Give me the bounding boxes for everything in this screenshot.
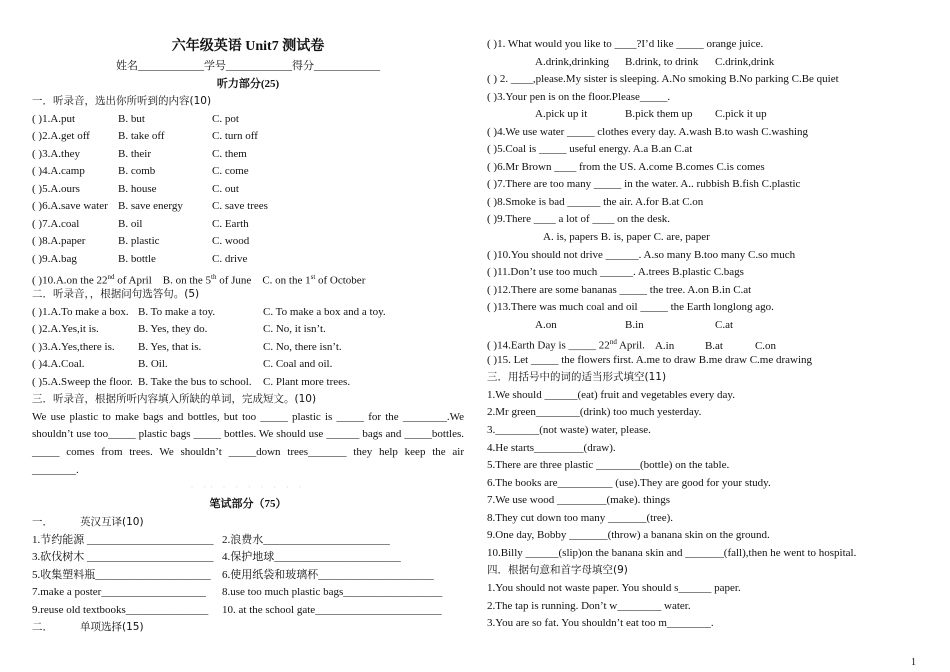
listen1-item-3 xyxy=(32,146,464,164)
listen3-passage: We use plastic to make bags and bottles, but too _____ plastic is _____ for the ________.We shouldn’t use too_____ plastic bags _____ bottles. We should use ______ bags and _____bottles. _____ comes from trees. We shouldn’t _____down trees_______ they help keep the air ________. xyxy=(32,410,464,476)
item10-c-tail: of October xyxy=(315,274,366,287)
fill-list xyxy=(487,387,927,562)
listen1-item-3-c: C. them xyxy=(212,147,247,160)
listen3-heading: 三．听录音，根据所听内容填入所缺的单词，完成短文。(10) xyxy=(32,393,317,406)
listen1-heading: 一．听录音，选出你所听到的内容(10) xyxy=(32,95,212,108)
choice-line-1: ( )1. What would you like to ____?I’d like _____ orange juice. xyxy=(487,38,764,50)
listen1-item-5-a: ( )5.A.ours xyxy=(32,182,80,195)
listen2-heading: 二．听录音，，根据问句选答句。(5) xyxy=(32,288,200,301)
choice-heading xyxy=(32,619,464,637)
initials-item-3: 3.You are so fat. You shouldn’t eat too m________. xyxy=(487,617,714,630)
initials-item-1: 1.You should not waste paper. You should s______ paper. xyxy=(487,581,741,594)
listen1-item-2-c: C. turn off xyxy=(212,130,258,143)
choice-line-5-b: B.pick them up xyxy=(625,108,693,121)
listen1-item-1-a: ( )1.A.put xyxy=(32,112,76,125)
choice-heading-text: 单项选择(15) xyxy=(80,621,144,634)
listen1-item-7-c: C. Earth xyxy=(212,217,249,230)
fill-item-1: 1.We should ______(eat) fruit and vegetables every day. xyxy=(487,388,735,401)
page-title: 六年级英语 Unit7 测试卷 xyxy=(171,39,325,54)
fill-heading: 三．用括号中的词的适当形式填空(11) xyxy=(487,371,667,384)
listen1-item-1 xyxy=(32,111,464,129)
translate-item: 3.砍伐树木 _______________________ xyxy=(32,551,214,564)
listen1-item-8-c: C. wood xyxy=(212,235,250,248)
choice-line-6: ( )4.We use water _____ clothes every day. A.wash B.to wash C.washing xyxy=(487,125,808,138)
listen1-item-8 xyxy=(32,233,464,251)
listen2-item-2-b: B. Yes, they do. xyxy=(138,323,208,336)
choice-line-2 xyxy=(487,54,927,72)
choice-line-3: ( ) 2. ____,please.My sister is sleeping. A.No smoking B.No parking C.Be quiet xyxy=(487,73,839,86)
listen2-item-4-b: B. Oil. xyxy=(138,358,168,371)
listen1-item-8-b: B. plastic xyxy=(118,235,160,248)
choice-heading-num: 二． xyxy=(32,621,53,634)
fill-item-3: 3.________(not waste) water, please. xyxy=(487,424,651,437)
listen1-item-9-b: B. bottle xyxy=(118,253,156,266)
choice-line-5-a: A.pick up it xyxy=(535,108,588,121)
translate-item: 4.保护地球_______________________ xyxy=(222,551,401,564)
listen1-item-3-b: B. their xyxy=(118,147,151,160)
listen1-item-7-a: ( )7.A.coal xyxy=(32,217,80,230)
choice-line-11: ( )9.There ____ a lot of ____ on the desk. xyxy=(487,213,670,226)
listen2-item-2 xyxy=(32,321,464,339)
translate-item: 5.收集塑料瓶_____________________ xyxy=(32,568,211,581)
choice-line-2-a: A.drink,drinking xyxy=(535,55,609,68)
translate-list xyxy=(32,532,464,620)
listen1-item-10 xyxy=(32,269,464,287)
choice-line-5-c: C.pick it up xyxy=(715,108,767,121)
choice-line-4: ( )3.Your pen is on the floor.Please_____. xyxy=(487,90,671,103)
listen1-item-1-b: B. but xyxy=(118,112,145,125)
translate-row-2 xyxy=(32,549,464,567)
listen1-item-4 xyxy=(32,163,464,181)
choice-line-16: ( )13.There was much coal and oil _____ the Earth longlong ago. xyxy=(487,301,774,314)
initials-heading: 四．根据句意和首字母填空(9) xyxy=(487,564,628,577)
listen1-item-2-b: B. take off xyxy=(118,130,165,143)
choice-line-2-b: B.drink, to drink xyxy=(625,55,699,68)
fill-item-7: 7.We use wood _________(make). things xyxy=(487,494,671,507)
item14-c: C.on xyxy=(754,339,777,352)
listen1-item-4-c: C. come xyxy=(212,165,249,178)
listen2-item-4-a: ( )4.A.Coal. xyxy=(32,358,85,371)
initials-list xyxy=(487,580,927,633)
translate-item: 2.浪费水_______________________ xyxy=(222,533,390,546)
listen2-list xyxy=(32,304,464,392)
listen2-item-2-a: ( )2.A.Yes,it is. xyxy=(32,323,99,336)
choice-line-17 xyxy=(487,317,927,335)
choice-line-19: ( )15. Let _____ the flowers first. A.me to draw B.me draw C.me drawing xyxy=(487,353,813,366)
listen1-item-6-c: C. save trees xyxy=(212,200,268,213)
listen1-item-1-c: C. pot xyxy=(212,112,239,125)
translate-row-1 xyxy=(32,532,464,550)
item14-b: B.at xyxy=(704,339,723,352)
translate-item: 6.使用纸袋和玻璃杯_____________________ xyxy=(222,568,434,581)
item10-c: C. on the 1 xyxy=(262,274,311,287)
listen1-item-4-b: B. comb xyxy=(118,165,156,178)
choice-line-17-b: B.in xyxy=(625,318,644,331)
item10-b-tail: of June xyxy=(216,274,252,287)
item14-sup: nd xyxy=(609,338,617,347)
choice-line-15: ( )12.There are some bananas _____ the tree. A.on B.in C.at xyxy=(487,283,752,296)
fill-item-5: 5.There are three plastic ________(bottle) on the table. xyxy=(487,459,730,472)
listen1-item-2-a: ( )2.A.get off xyxy=(32,130,90,143)
listen2-item-3-a: ( )3.A.Yes,there is. xyxy=(32,340,115,353)
listen2-item-5-a: ( )5.A.Sweep the floor. xyxy=(32,375,133,388)
listen1-item-9 xyxy=(32,251,464,269)
page-number: 1 xyxy=(911,657,916,668)
listening-header: 听力部分(25) xyxy=(216,77,280,90)
listen1-item-9-c: C. drive xyxy=(212,253,248,266)
left-column xyxy=(32,36,464,637)
listen2-item-3-c: C. No, there isn’t. xyxy=(263,340,342,353)
listen1-list xyxy=(32,111,464,269)
listen2-item-2-c: C. No, it isn’t. xyxy=(263,323,326,336)
translate-item: 1.节约能源 _______________________ xyxy=(32,533,214,546)
item10-c-sup: st xyxy=(310,272,316,281)
choice-line-17-a: A.on xyxy=(535,318,557,331)
listen1-item-9-a: ( )9.A.bag xyxy=(32,253,77,266)
listen2-item-4 xyxy=(32,356,464,374)
translate-row-4 xyxy=(32,584,464,602)
item10-b-sup: th xyxy=(211,272,217,281)
translate-item: 9.reuse old textbooks_______________ xyxy=(32,603,209,616)
fill-item-2: 2.Mr green________(drink) too much yesterday. xyxy=(487,406,702,419)
choice-line-5 xyxy=(487,106,927,124)
initials-item-2: 2.The tap is running. Don’t w________ water. xyxy=(487,599,691,612)
faint-dots: · ·· · · · · · · · xyxy=(190,482,306,492)
fill-item-6: 6.The books are__________ (use).They are good for your study. xyxy=(487,476,771,489)
listen2-item-5 xyxy=(32,374,464,392)
fill-item-9: 9.One day, Bobby _______(throw) a banana skin on the ground. xyxy=(487,529,770,542)
translate-heading xyxy=(32,514,464,532)
listen1-item-2 xyxy=(32,128,464,146)
item14-a: A.in xyxy=(654,339,675,352)
fill-item-8: 8.They cut down too many _______(tree). xyxy=(487,511,674,524)
written-header: 笔试部分（75） xyxy=(209,498,287,511)
item14-post: April. xyxy=(616,339,645,352)
item10-a: ( )10.A.on the 22 xyxy=(32,274,108,287)
fill-item-4: 4.He starts_________(draw). xyxy=(487,441,616,454)
fill-item-10: 10.Billy ______(slip)on the banana skin and _______(fall),then he went to hospital. xyxy=(487,546,857,559)
choice-line-13: ( )10.You should not drive ______. A.so many B.too many C.so much xyxy=(487,248,796,261)
choice-item-14 xyxy=(487,334,927,352)
choice-line-7: ( )5.Coal is _____ useful energy. A.a B.an C.at xyxy=(487,143,693,156)
item10-a-sup: nd xyxy=(107,272,115,281)
listen2-item-4-c: C. Coal and oil. xyxy=(263,358,333,371)
choice-line-8: ( )6.Mr Brown ____ from the US. A.come B.comes C.is comes xyxy=(487,160,765,173)
listen1-item-7-b: B. oil xyxy=(118,217,143,230)
item10-a-tail: of April xyxy=(114,274,152,287)
listen1-item-4-a: ( )4.A.camp xyxy=(32,165,85,178)
translate-heading-text: 英汉互译(10) xyxy=(80,516,144,529)
right-column xyxy=(487,36,927,633)
listen1-item-7 xyxy=(32,216,464,234)
listen1-item-5 xyxy=(32,181,464,199)
listen2-item-1-b: B. To make a toy. xyxy=(138,305,216,318)
choice-line-12: A. is, papers B. is, paper C. are, paper xyxy=(543,231,710,244)
item10-b: B. on the 5 xyxy=(162,274,212,287)
listen1-item-5-c: C. out xyxy=(212,182,239,195)
translate-item: 8.use too much plastic bags__________________ xyxy=(222,586,443,599)
choice-line-17-c: C.at xyxy=(715,318,734,331)
translate-item: 7.make a poster___________________ xyxy=(32,586,206,599)
listen2-item-5-b: B. Take the bus to school. xyxy=(138,375,252,388)
translate-row-5 xyxy=(32,602,464,620)
listen2-item-1-c: C. To make a box and a toy. xyxy=(263,305,386,318)
choice-line-10: ( )8.Smoke is bad ______ the air. A.for B.at C.on xyxy=(487,195,704,208)
listen2-item-5-c: C. Plant more trees. xyxy=(263,375,351,388)
listen2-item-3 xyxy=(32,339,464,357)
choice-list xyxy=(487,36,927,369)
item14-pre: ( )14.Earth Day is _____ 22 xyxy=(487,339,610,352)
listen1-item-5-b: B. house xyxy=(118,182,157,195)
listen2-item-3-b: B. Yes, that is. xyxy=(138,340,202,353)
listen1-item-8-a: ( )8.A.paper xyxy=(32,235,86,248)
listen1-item-6-b: B. save energy xyxy=(118,200,183,213)
listen1-item-6 xyxy=(32,198,464,216)
translate-item: 10. at the school gate_______________________ xyxy=(222,603,442,616)
listen1-item-6-a: ( )6.A.save water xyxy=(32,200,108,213)
choice-line-14: ( )11.Don’t use too much ______. A.trees B.plastic C.bags xyxy=(487,266,744,279)
student-info-line: 姓名____________学号____________得分____________ xyxy=(116,60,380,72)
choice-line-2-c: C.drink,drink xyxy=(715,55,775,68)
translate-row-3 xyxy=(32,567,464,585)
choice-line-9: ( )7.There are too many _____ in the water. A.. rubbish B.fish C.plastic xyxy=(487,178,801,191)
listen2-item-1 xyxy=(32,304,464,322)
listen1-item-3-a: ( )3.A.they xyxy=(32,147,80,160)
translate-heading-num: 一． xyxy=(32,516,53,529)
listen2-item-1-a: ( )1.A.To make a box. xyxy=(32,305,129,318)
